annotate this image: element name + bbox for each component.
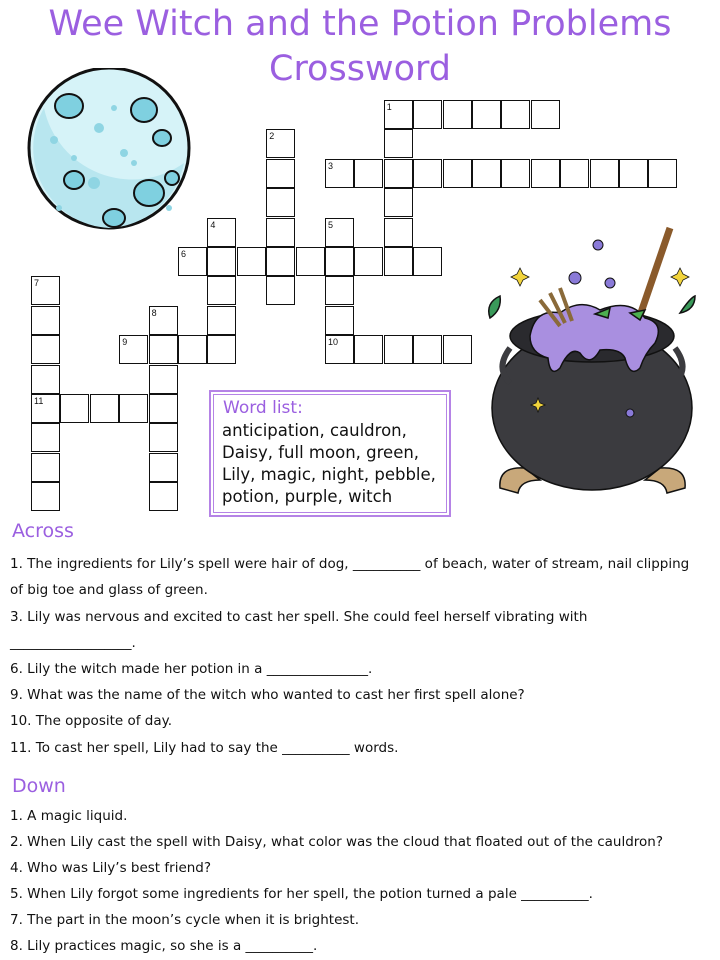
crossword-cell[interactable] <box>325 247 354 276</box>
clue-number: 1 <box>386 102 392 112</box>
crossword-cell[interactable] <box>384 247 413 276</box>
crossword-cell[interactable] <box>266 188 295 217</box>
crossword-cell[interactable] <box>384 188 413 217</box>
crossword-cell[interactable] <box>149 453 178 482</box>
down-clue-5: 5. When Lily forgot some ingredients for her spell, the potion turned a pale __________. <box>10 886 593 902</box>
crossword-cell[interactable] <box>384 159 413 188</box>
crossword-cell[interactable] <box>413 335 442 364</box>
crossword-cell[interactable] <box>90 394 119 423</box>
crossword-cell[interactable] <box>207 276 236 305</box>
across-heading: Across <box>12 520 74 542</box>
clue-number: 11 <box>34 396 44 406</box>
crossword-cell[interactable] <box>413 159 442 188</box>
across-clue-9: 9. What was the name of the witch who wanted to cast her first spell alone? <box>10 687 525 703</box>
crossword-cell[interactable] <box>619 159 648 188</box>
crossword-cell[interactable] <box>31 453 60 482</box>
crossword-cell[interactable] <box>325 306 354 335</box>
clue-number: 6 <box>181 249 187 259</box>
crossword-cell[interactable] <box>384 335 413 364</box>
crossword-cell[interactable] <box>413 247 442 276</box>
down-clue-7: 7. The part in the moon’s cycle when it is brightest. <box>10 912 359 928</box>
down-heading: Down <box>12 775 66 797</box>
word-list-words: anticipation, cauldron, Daisy, full moon, green, Lily, magic, night, pebble, potion, purple, witch <box>222 421 436 506</box>
full-moon-illustration <box>14 68 204 238</box>
crossword-cell[interactable] <box>207 306 236 335</box>
crossword-cell[interactable] <box>384 129 413 158</box>
crossword-cell[interactable] <box>531 100 560 129</box>
crossword-cell[interactable] <box>266 276 295 305</box>
crossword-cell[interactable] <box>149 365 178 394</box>
across-clue-10: 10. The opposite of day. <box>10 713 172 729</box>
crossword-cell[interactable] <box>413 100 442 129</box>
cauldron-illustration <box>480 218 710 518</box>
crossword-cell[interactable] <box>443 159 472 188</box>
down-clue-4: 4. Who was Lily’s best friend? <box>10 860 212 876</box>
crossword-cell[interactable] <box>31 365 60 394</box>
crossword-cell[interactable] <box>266 159 295 188</box>
clue-number: 2 <box>269 131 275 142</box>
crossword-cell[interactable] <box>31 423 60 452</box>
clue-number: 4 <box>210 219 216 230</box>
crossword-cell[interactable] <box>501 159 530 188</box>
crossword-cell[interactable] <box>354 159 383 188</box>
crossword-cell[interactable] <box>237 247 266 276</box>
crossword-cell[interactable] <box>266 218 295 247</box>
across-clue-6: 6. Lily the witch made her potion in a _______________. <box>10 661 373 677</box>
crossword-cell[interactable] <box>354 335 383 364</box>
across-clue-3: 3. Lily was nervous and excited to cast her spell. She could feel herself vibrating with __________________. <box>10 609 588 651</box>
crossword-cell[interactable] <box>325 276 354 305</box>
crossword-cell[interactable] <box>501 100 530 129</box>
clue-number: 3 <box>328 160 334 171</box>
crossword-cell[interactable] <box>60 394 89 423</box>
crossword-cell[interactable] <box>560 159 589 188</box>
crossword-cell[interactable] <box>207 335 236 364</box>
crossword-cell[interactable] <box>354 247 383 276</box>
down-clue-1: 1. A magic liquid. <box>10 808 128 824</box>
crossword-cell[interactable] <box>149 482 178 511</box>
crossword-cell[interactable] <box>296 247 325 276</box>
crossword-cell[interactable] <box>472 159 501 188</box>
crossword-cell[interactable] <box>266 247 295 276</box>
crossword-cell[interactable] <box>590 159 619 188</box>
crossword-cell[interactable] <box>207 247 236 276</box>
crossword-cell[interactable] <box>443 100 472 129</box>
crossword-cell[interactable] <box>149 394 178 423</box>
clue-number: 5 <box>328 219 334 230</box>
worksheet-subtitle: Crossword <box>269 49 451 89</box>
crossword-cell[interactable] <box>178 335 207 364</box>
word-list-title: Word list: <box>223 398 303 418</box>
word-list-box <box>209 390 451 517</box>
crossword-cell[interactable] <box>149 423 178 452</box>
clue-number: 10 <box>328 337 339 348</box>
crossword-cell[interactable] <box>648 159 677 188</box>
crossword-cell[interactable] <box>119 394 148 423</box>
down-clue-2: 2. When Lily cast the spell with Daisy, what color was the cloud that floated out of the cauldron? <box>10 834 664 850</box>
crossword-cell[interactable] <box>443 335 472 364</box>
crossword-cell[interactable] <box>31 306 60 335</box>
clue-number: 7 <box>34 278 40 289</box>
crossword-cell[interactable] <box>31 482 60 511</box>
worksheet-title: Wee Witch and the Potion Problems <box>48 4 672 44</box>
clue-number: 9 <box>122 337 128 348</box>
crossword-cell[interactable] <box>472 100 501 129</box>
crossword-cell[interactable] <box>149 335 178 364</box>
down-clue-8: 8. Lily practices magic, so she is a __________. <box>10 938 318 954</box>
across-clue-11: 11. To cast her spell, Lily had to say the __________ words. <box>10 740 399 756</box>
clue-number: 8 <box>151 307 157 318</box>
crossword-cell[interactable] <box>531 159 560 188</box>
crossword-cell[interactable] <box>31 335 60 364</box>
across-clue-1: 1. The ingredients for Lily’s spell were hair of dog, __________ of beach, water of stream, nail clipping of big toe and glass of green. <box>10 556 690 598</box>
crossword-cell[interactable] <box>384 218 413 247</box>
